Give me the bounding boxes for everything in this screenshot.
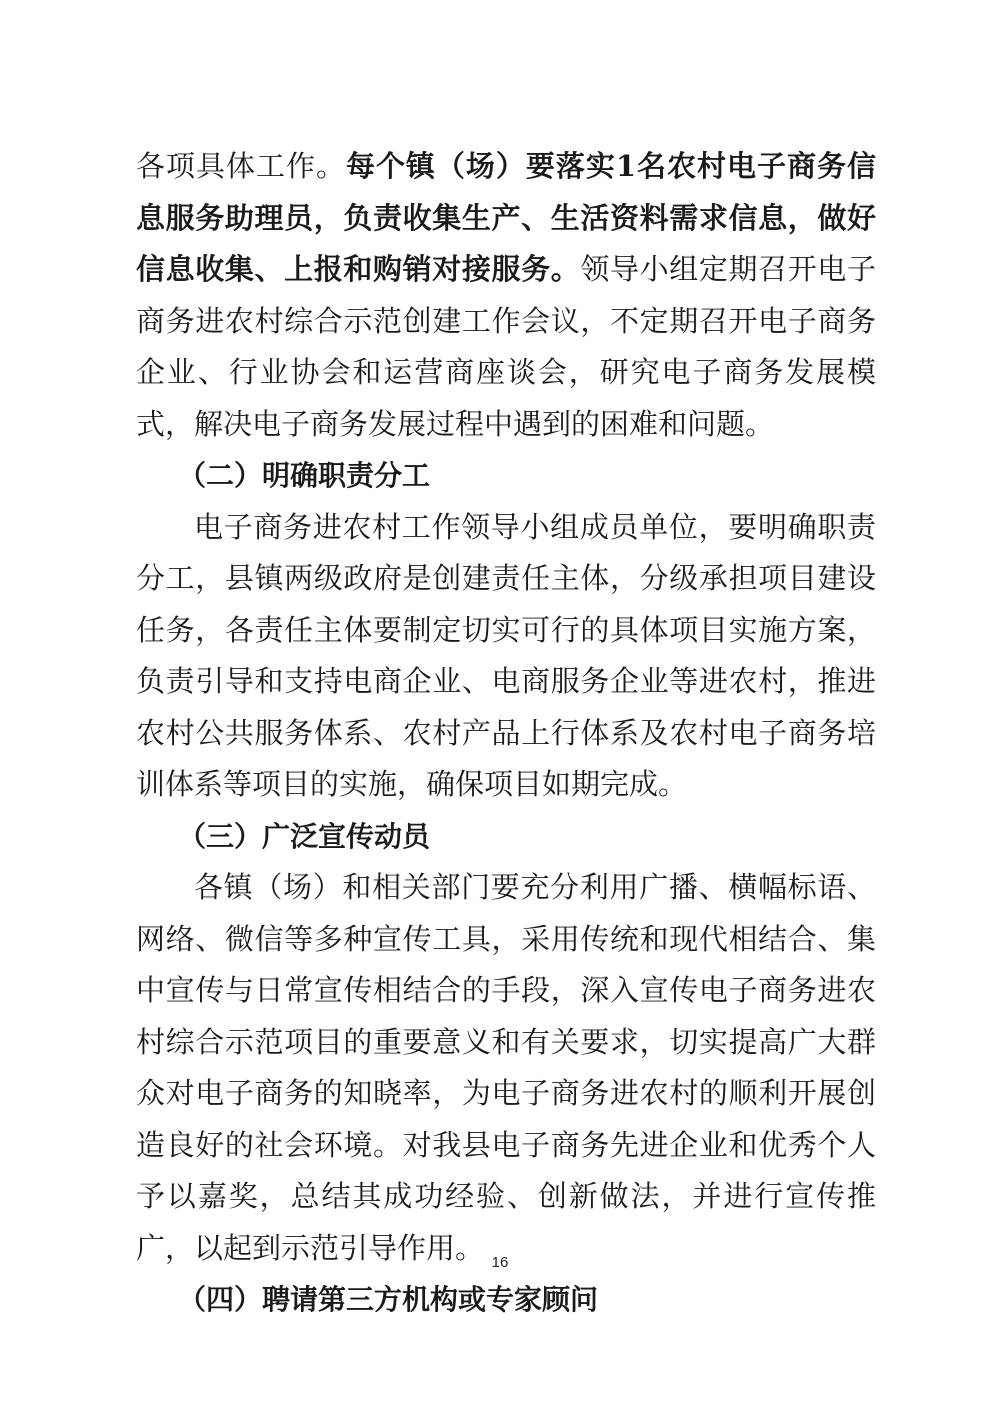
page-number: 16 xyxy=(491,1254,509,1271)
paragraph-duty-division: 电子商务进农村工作领导小组成员单位，要明确职责分工，县镇两级政府是创建责任主体，分级承担项目建设任务，各责任主体要制定切实可行的具体项目实施方案，负责引导和支持电商企业、电商服务企业等进农村，推进农村公共服务体系、农村产品上行体系及农村电子商务培训体系等项目的实施，确保项目如期完成。 xyxy=(136,509,876,801)
section-heading-publicity: （三）广泛宣传动员 xyxy=(178,819,431,853)
paragraph-lead-text: 各项具体工作。 xyxy=(136,149,346,183)
body-text xyxy=(136,141,876,1326)
paragraph-work-arrangement xyxy=(136,141,876,450)
paragraph-tail-text: 领导小组定期召开电子商务进农村综合示范创建工作会议，不定期召开电子商务企业、行业协会和运营商座谈会，研究电子商务发展模式，解决电子商务发展过程中遇到的困难和问题。 xyxy=(136,252,876,441)
paragraph-bold-text: 每个镇（场）要落实1名农村电子商务信息服务助理员，负责收集生产、生活资料需求信息，做好信息收集、上报和购销对接服务。 xyxy=(136,149,876,286)
section-heading-third-party: （四）聘请第三方机构或专家顾问 xyxy=(178,1283,599,1316)
section-heading-duty-division: （二）明确职责分工 xyxy=(178,459,431,492)
paragraph-publicity: 各镇（场）和相关部门要充分利用广播、横幅标语、网络、微信等多种宣传工具，采用传统和现代相结合、集中宣传与日常宣传相结合的手段，深入宣传电子商务进农村综合示范项目的重要意义和有关要求，切实提高广大群众对电子商务的知晓率，为电子商务进农村的顺利开展创造良好的社会环境。对我县电子商务先进企业和优秀个人予以嘉奖，总结其成功经验、创新做法，并进行宣传推广，以起到示范引导作用。 xyxy=(136,870,876,1265)
